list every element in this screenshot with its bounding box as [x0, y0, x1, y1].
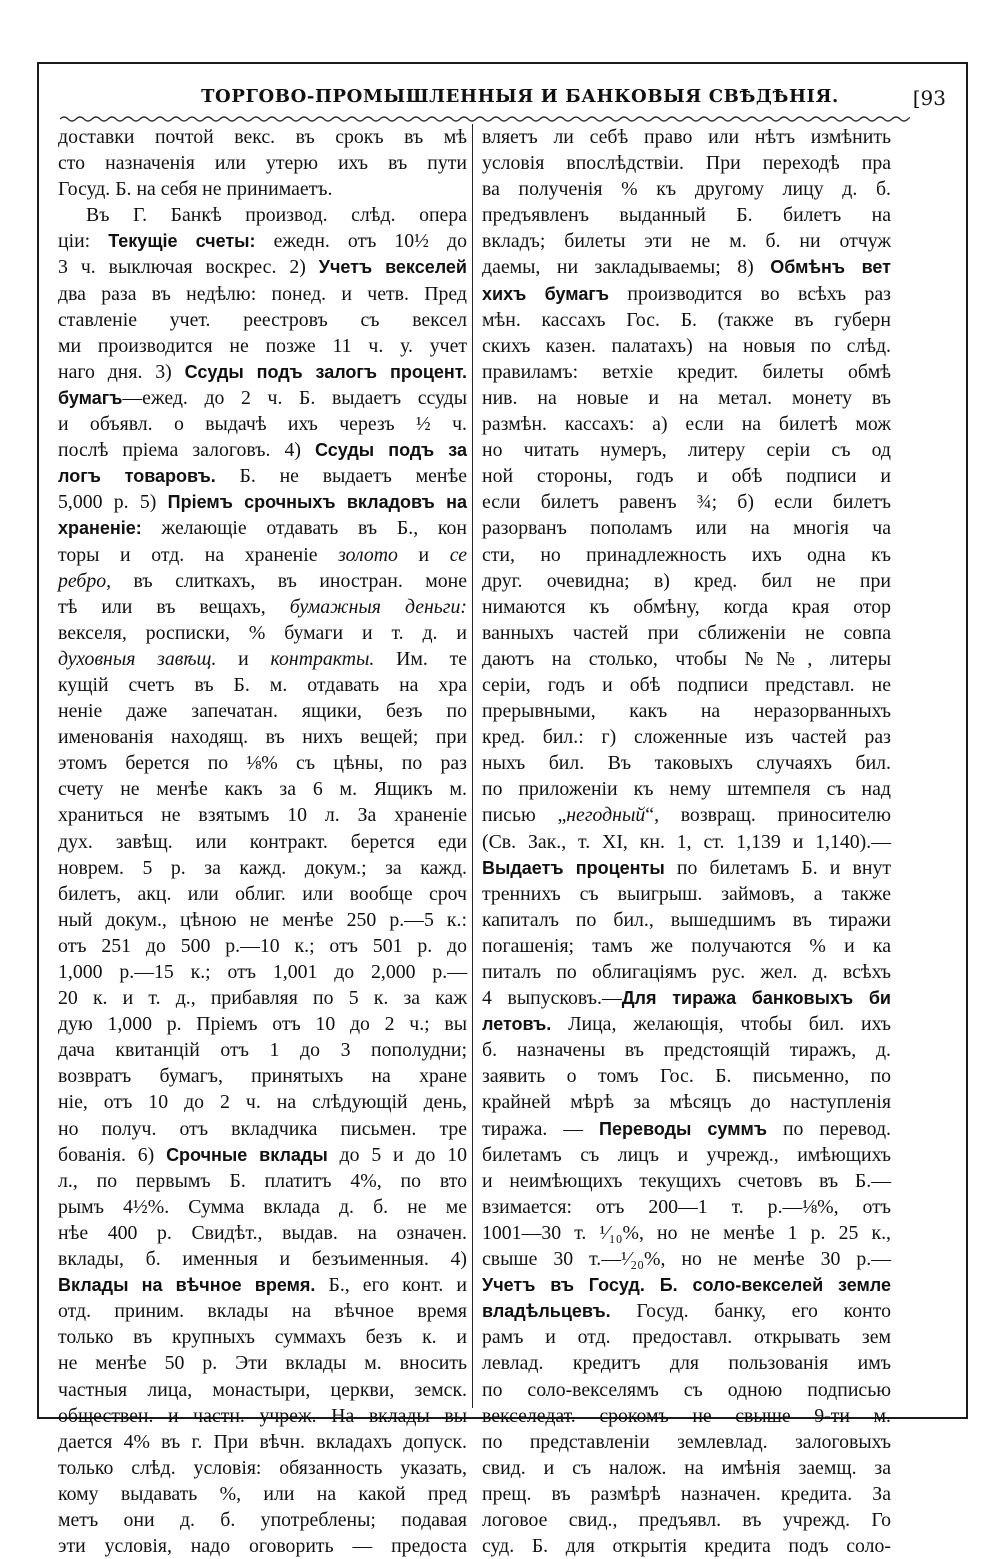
text-line [58, 750, 467, 776]
text-run: производится во всѣхъ раз [609, 282, 891, 305]
text-line [58, 1481, 467, 1507]
text-run: по приложеніи къ нему штемпеля съ над [482, 778, 891, 801]
text-line [482, 594, 891, 620]
text-line [58, 1324, 467, 1350]
text-run: Им. те [374, 647, 467, 670]
header-title: ТОРГОВО-ПРОМЫШЛЕННЫЯ И БАНКОВЫЯ СВѢДѢНІЯ. [201, 86, 839, 107]
text-line [482, 568, 891, 594]
text-line [482, 176, 891, 202]
text-line [482, 254, 891, 280]
text-run: разорванъ пополамъ или на многія ча [482, 517, 891, 540]
text-run: ный докум., цѣною не менѣе 250 р.—5 к.: [58, 908, 467, 931]
bold-heading-text: Пріемъ срочныхъ вкладовъ на [167, 492, 467, 513]
bold-heading-text: логъ товаровъ. [58, 466, 216, 487]
text-run: до 5 и до 10 [327, 1143, 467, 1166]
text-line [58, 515, 467, 541]
text-line [482, 724, 891, 750]
text-run: и неимѣющихъ текущихъ счетовъ въ Б.— [482, 1169, 891, 1192]
text-line [58, 385, 467, 411]
text-run: Въ Г. Банкѣ производ. слѣд. опера [86, 204, 467, 227]
italic-text: се [449, 543, 467, 566]
text-line [58, 281, 467, 307]
text-line [58, 202, 467, 228]
text-line [58, 959, 467, 985]
text-run: не менѣе 50 р. Эти вклады м. вносить [58, 1352, 467, 1375]
text-run: но получ. отъ вкладчика письмен. тре [58, 1117, 467, 1140]
text-run: по перевод. [766, 1117, 891, 1140]
text-line [482, 1507, 891, 1533]
text-run: и [397, 543, 450, 566]
text-line [482, 1272, 891, 1298]
text-run: новрем. 5 р. за кажд. докум.; за кажд. [58, 856, 467, 879]
text-run: размѣн. кассахъ: а) если на билетѣ мож [482, 413, 891, 436]
bold-heading-text: бумагъ [58, 387, 123, 408]
text-line [482, 542, 891, 568]
text-line [58, 124, 467, 150]
text-line [58, 698, 467, 724]
text-run: нимаются къ обмѣну, когда края отор [482, 595, 891, 618]
text-line [58, 1455, 467, 1481]
text-line [58, 1037, 467, 1063]
bold-heading-text: Текущіе счеты: [108, 231, 256, 252]
text-line [58, 829, 467, 855]
text-run: частныя лица, монастыри, церкви, земск. [58, 1378, 467, 1401]
text-run: дается 4% въ г. При вѣчн. вкладахъ допуск. [58, 1430, 467, 1453]
text-line [58, 254, 467, 280]
text-line [482, 1481, 891, 1507]
text-run: наго дня. 3) [58, 360, 185, 383]
text-run: послѣ пріема залоговъ. 4) [58, 439, 315, 462]
text-run: эти условія, надо оговорить — предоста [58, 1535, 467, 1558]
text-run: суд. Б. для открытія кредита подъ соло- [482, 1535, 891, 1558]
bold-heading-text: летовъ. [482, 1014, 552, 1035]
text-line [58, 437, 467, 463]
text-line [58, 1168, 467, 1194]
text-line [58, 1089, 467, 1115]
text-run: условія впослѣдствіи. При переходѣ пра [482, 152, 891, 175]
text-run: ми производится не позже 11 ч. у. учет [58, 334, 467, 357]
text-run: дача квитанцій отъ 1 до 3 пополудни; [58, 1039, 467, 1062]
text-line [58, 1220, 467, 1246]
text-run: отъ 251 до 500 р.—10 к.; отъ 501 р. до [58, 934, 467, 957]
text-run: счету не менѣе какъ за 6 м. Ящикъ м. [58, 778, 467, 801]
text-run: доставки почтой векс. въ срокъ въ мѣ [58, 126, 467, 148]
text-run: ной стороны, годъ и обѣ подписи и [482, 465, 891, 488]
text-run: кред. бил.: г) сложенные изъ частей раз [482, 726, 891, 749]
right-column [482, 124, 891, 1559]
text-line [482, 750, 891, 776]
text-line [482, 1324, 891, 1350]
text-run: 5,000 р. 5) [58, 491, 168, 514]
text-line [482, 1037, 891, 1063]
text-line [58, 594, 467, 620]
text-line [482, 620, 891, 646]
bold-heading-text: Учетъ въ Госуд. Б. соло-векселей земле [482, 1275, 891, 1296]
text-line [58, 228, 467, 254]
text-run: если билетъ равенъ ¾; б) если билетъ [482, 491, 891, 514]
text-run: погашенія; тамъ же получаются % и ка [482, 934, 891, 957]
text-line [58, 359, 467, 385]
bold-heading-text: хихъ бумагъ [482, 283, 610, 304]
text-line [482, 829, 891, 855]
text-line [58, 307, 467, 333]
text-run: храниться не взятымъ 10 л. За храненіе [58, 804, 467, 827]
text-line [58, 1272, 467, 1298]
bold-heading-text: Для тиража банковыхъ би [621, 988, 891, 1009]
column-divider [472, 124, 473, 1408]
running-header [60, 86, 950, 112]
bold-heading-text: Ссуды подъ залогъ процент. [184, 361, 468, 382]
italic-text: контракты. [270, 647, 375, 670]
text-run: питалъ по облигаціямъ рус. жел. д. всѣхъ [482, 961, 891, 983]
text-run: Госуд. Б. на себя не принимаетъ. [58, 178, 333, 201]
text-run: торы и отд. на храненіе [58, 543, 339, 566]
text-run: 20 к. и т. д., прибавляя по 5 к. за каж [58, 987, 467, 1010]
text-line [482, 1429, 891, 1455]
text-run: желающіе отдавать въ Б., кон [141, 517, 467, 540]
text-run: неніе даже запечатан. ящики, безъ по [58, 700, 467, 723]
text-run: предъявленъ выданный Б. билетъ на [482, 204, 891, 227]
text-run: рамъ и отд. предоставл. открывать зем [482, 1326, 891, 1349]
text-line [482, 907, 891, 933]
text-line [58, 620, 467, 646]
text-run: бованія. 6) [58, 1143, 167, 1166]
text-line [482, 1533, 891, 1559]
text-run: крайней мѣрѣ за мѣсяцъ до наступленія [482, 1091, 891, 1114]
text-run: вклады, б. именныя и безъименныя. 4) [58, 1248, 467, 1271]
text-run: въ слиткахъ, въ иностран. моне [111, 569, 467, 592]
text-run: капиталъ по бил., вышедшимъ въ тиражи [482, 908, 891, 931]
text-run: левлад. кредитъ для пользованія имъ [482, 1352, 891, 1375]
text-line [58, 463, 467, 489]
text-run: заявить о томъ Гос. Б. письменно, по [482, 1065, 891, 1088]
text-line [58, 1429, 467, 1455]
text-line [58, 672, 467, 698]
text-line [58, 1377, 467, 1403]
text-run: именованія находящ. въ нихъ вещей; при [58, 726, 467, 749]
text-run: свид. и съ налож. на имѣнія заемщ. за [482, 1456, 891, 1479]
text-run: вкладъ; билеты эти не м. б. ни отчуж [482, 230, 891, 253]
italic-text: духовныя завѣщ. [58, 647, 217, 670]
text-line [482, 881, 891, 907]
text-line [482, 985, 891, 1011]
text-run: л., по первымъ Б. платитъ 4%, по вто [58, 1169, 467, 1192]
text-line [58, 1246, 467, 1272]
text-run: ежедн. отъ 10½ до [255, 230, 467, 253]
text-line [482, 281, 891, 307]
text-line [58, 1507, 467, 1533]
text-run: даемы, ни закладываемы; 8) [482, 256, 771, 279]
italic-text: бумажныя деньги: [289, 595, 467, 618]
text-run: 4 выпусковъ.— [482, 987, 622, 1010]
text-run: логовое свид., предъявл. въ учрежд. Го [482, 1508, 891, 1531]
text-line [482, 463, 891, 489]
left-column [58, 124, 467, 1559]
text-run: ціи: [58, 230, 109, 253]
text-run: только въ крупныхъ суммахъ безъ к. и [58, 1326, 467, 1349]
text-line [482, 333, 891, 359]
text-run: Госуд. банку, его конто [610, 1300, 891, 1323]
text-run: кому выдавать %, или на какой пред [58, 1482, 467, 1505]
text-run: 1001—30 т. ¹⁄₁₀%, но не менѣе 1 р. 25 к., [482, 1221, 891, 1244]
bold-heading-text: Обмѣнъ вет [770, 257, 891, 278]
text-run: 1,000 р.—15 к.; отъ 1,001 до 2,000 р.— [58, 961, 467, 983]
text-line [58, 1011, 467, 1037]
text-run: два раза въ недѣлю: понед. и четв. Пред [58, 282, 467, 305]
bold-heading-text: Ссуды подъ за [315, 440, 467, 461]
text-run: нив. на новые и на метал. монету въ [482, 386, 891, 409]
text-line [482, 1377, 891, 1403]
text-run: скихъ казен. палатахъ) на новыя по слѣд. [482, 334, 891, 357]
text-run: тиража. — [482, 1117, 600, 1140]
text-run: даютъ на столько, чтобы №№, литеры [482, 647, 891, 670]
bold-heading-text: Выдаетъ проценты [482, 857, 665, 878]
text-line [482, 515, 891, 541]
text-run: свыше 30 т.—¹⁄₂₀%, но не менѣе 30 р.— [482, 1248, 891, 1271]
text-line [482, 1350, 891, 1376]
text-run: ванныхъ частей при сближеніи не совпа [482, 621, 891, 644]
page-number: [93 [912, 86, 946, 110]
text-run: этомъ берется по ⅛% съ цѣны, по раз [58, 752, 467, 775]
text-line [58, 176, 467, 202]
text-line [482, 1194, 891, 1220]
bold-heading-text: Учетъ векселей [318, 257, 467, 278]
text-line [482, 202, 891, 228]
text-run: 3 ч. выключая воскрес. 2) [58, 256, 319, 279]
text-run: Б. не выдаетъ менѣе [215, 465, 467, 488]
text-line [482, 307, 891, 333]
text-line [482, 646, 891, 672]
text-line [482, 1142, 891, 1168]
bold-heading-text: Срочные вклады [166, 1144, 328, 1165]
text-run: только слѣд. условія: обязанность указать, [58, 1456, 467, 1479]
text-run: вляетъ ли себѣ право или нѣтъ измѣнить [482, 126, 891, 148]
text-line [58, 150, 467, 176]
text-run: билетъ, акц. или облиг. или вообще сроч [58, 882, 467, 905]
text-line [482, 359, 891, 385]
text-line [482, 1220, 891, 1246]
text-run: взимается: отъ 200—1 т. р.—⅛%, отъ [482, 1195, 891, 1218]
text-line [58, 855, 467, 881]
text-line [482, 959, 891, 985]
text-line [58, 1298, 467, 1324]
bold-heading-text: Переводы суммъ [599, 1118, 767, 1139]
text-line [58, 881, 467, 907]
text-run: Б., его конт. и [315, 1274, 467, 1297]
text-run: прещ. въ размѣрѣ назначен. кредита. За [482, 1482, 891, 1505]
text-line [58, 1116, 467, 1142]
text-line [482, 855, 891, 881]
text-line [482, 1246, 891, 1272]
text-line [58, 542, 467, 568]
text-line [482, 1298, 891, 1324]
text-run: друг. очевидна; в) кред. бил не при [482, 569, 891, 592]
text-line [482, 776, 891, 802]
text-line [58, 1533, 467, 1559]
text-line [58, 646, 467, 672]
text-run: векселя, росписки, % бумаги и т. д. и [58, 621, 467, 644]
text-line [482, 385, 891, 411]
text-line [482, 1403, 891, 1429]
text-line [482, 437, 891, 463]
text-run: “, возвращ. приносителю [645, 804, 891, 827]
text-run: рымъ 4½%. Сумма вклада д. б. не ме [58, 1195, 467, 1218]
text-line [482, 802, 891, 828]
text-run: возвратъ бумагъ, принятыхъ на хране [58, 1065, 467, 1088]
text-line [482, 1011, 891, 1037]
text-run: ныхъ бил. Въ таковыхъ случаяхъ бил. [482, 752, 891, 775]
text-line [58, 933, 467, 959]
text-run: ва полученія % къ другому лицу д. б. [482, 178, 891, 201]
text-run: дух. завѣщ. или контракт. берется еди [58, 830, 467, 853]
text-run: писью „ [482, 804, 567, 827]
bold-heading-text: храненіе: [58, 518, 142, 539]
text-line [58, 568, 467, 594]
text-line [58, 1063, 467, 1089]
text-line [58, 1350, 467, 1376]
text-run: обществен. и частн. учреж. На вклады вы [58, 1404, 467, 1427]
text-run: по соло-векселямъ съ одною подписью [482, 1378, 891, 1401]
text-run: кущій счетъ въ Б. м. отдавать на хра [58, 673, 467, 696]
text-run: отд. приним. вклады на вѣчное время [58, 1300, 467, 1323]
text-run: сти, но принадлежность ихъ одна къ [482, 543, 891, 566]
italic-text: золото [338, 543, 398, 566]
text-line [58, 907, 467, 933]
text-run: метъ они д. б. употреблены; подавая [58, 1508, 467, 1531]
text-run: прерывными, какъ на неразорванныхъ [482, 700, 891, 723]
text-run: ніе, отъ 10 до 2 ч. на слѣдующій день, [58, 1091, 467, 1114]
text-line [482, 489, 891, 515]
text-run: билетамъ съ лицъ и учрежд., имѣющихъ [482, 1143, 891, 1166]
text-run: тѣ или въ вещахъ, [58, 595, 290, 618]
text-run: сто назначенія или утерю ихъ въ пути [58, 152, 467, 175]
text-line [58, 724, 467, 750]
text-run: векселедат. срокомъ не свыше 9-ти м. [482, 1404, 891, 1427]
text-line [482, 1063, 891, 1089]
text-line [482, 1455, 891, 1481]
text-line [58, 1142, 467, 1168]
text-line [58, 1194, 467, 1220]
text-run: треннихъ съ выигрыш. займовъ, а также [482, 882, 891, 905]
text-run: по представленіи землевлад. залоговыхъ [482, 1430, 891, 1453]
text-run: нѣе 400 р. Свидѣт., выдав. на означен. [58, 1221, 467, 1244]
text-line [58, 489, 467, 515]
text-line [482, 1116, 891, 1142]
text-line [482, 672, 891, 698]
text-run: (Св. Зак., т. XI, кн. 1, ст. 1,139 и 1,140).— [482, 830, 891, 853]
bold-heading-text: владѣльцевъ. [482, 1301, 611, 1322]
text-run: серіи, годъ и обѣ подписи представл. не [482, 673, 891, 696]
italic-text: ребро, [58, 569, 112, 592]
text-run: по билетамъ Б. и внут [664, 856, 891, 879]
text-line [58, 1403, 467, 1429]
text-line [58, 776, 467, 802]
text-run: но читать нумеръ, литеру серіи съ од [482, 439, 891, 462]
italic-text: негодный [566, 804, 646, 827]
text-line [482, 411, 891, 437]
text-line [482, 228, 891, 254]
text-run: и [216, 647, 271, 670]
text-run: —ежед. до 2 ч. Б. выдаетъ ссуды [122, 386, 467, 409]
text-line [58, 802, 467, 828]
text-run: б. назначены въ предстоящій тиражъ, д. [482, 1039, 891, 1062]
text-line [482, 698, 891, 724]
text-line [482, 150, 891, 176]
text-line [58, 411, 467, 437]
text-run: и объявл. о выдачѣ ихъ черезъ ½ ч. [58, 413, 467, 436]
text-run: дую 1,000 р. Пріемъ отъ 10 до 2 ч.; вы [58, 1013, 467, 1036]
text-line [482, 1089, 891, 1115]
text-line [482, 1168, 891, 1194]
text-line [482, 933, 891, 959]
text-run: правиламъ: ветхіе кредит. билеты обмѣ [482, 360, 891, 383]
text-run: мѣн. кассахъ Гос. Б. (также въ губерн [482, 308, 891, 331]
text-run: Лица, желающія, чтобы бил. ихъ [551, 1013, 891, 1036]
text-run: ставленіе учет. реестровъ съ вексел [58, 308, 467, 331]
text-line [58, 985, 467, 1011]
bold-heading-text: Вклады на вѣчное время. [58, 1275, 316, 1296]
text-line [58, 333, 467, 359]
text-line [482, 124, 891, 150]
